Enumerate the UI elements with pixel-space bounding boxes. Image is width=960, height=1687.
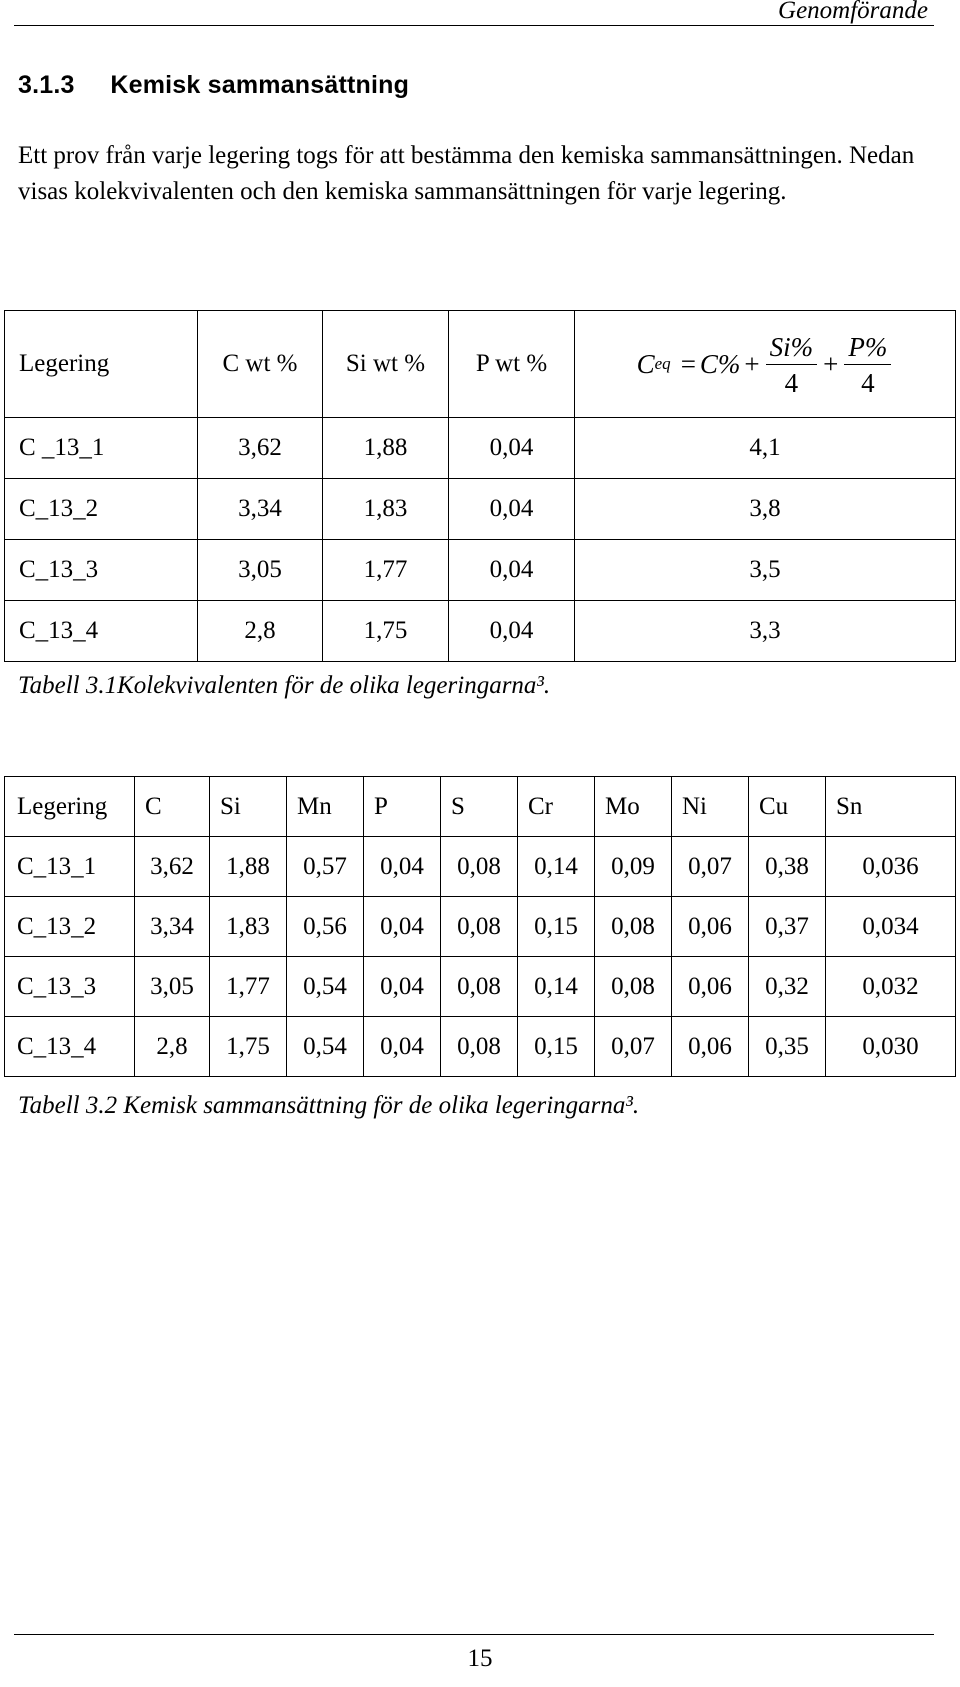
col-header: Si <box>210 777 287 837</box>
table-cell: 0,38 <box>749 837 826 897</box>
table-cell: 0,08 <box>595 897 672 957</box>
table-cell: 0,35 <box>749 1017 826 1077</box>
table-cell: 1,75 <box>323 601 449 662</box>
footer-divider <box>14 1634 934 1635</box>
table-cell: 0,15 <box>518 1017 595 1077</box>
table-cell: 3,8 <box>575 479 956 540</box>
carbon-equivalent-table <box>4 310 956 662</box>
table-cell: 0,32 <box>749 957 826 1017</box>
col-header: Mn <box>287 777 364 837</box>
page-number: 15 <box>467 1645 493 1672</box>
table-cell: 0,04 <box>449 418 575 479</box>
col-header: Legering <box>5 311 198 418</box>
table-cell: 3,62 <box>135 837 210 897</box>
formula-fraction-si <box>766 332 818 397</box>
table-cell: 1,77 <box>323 540 449 601</box>
table-row <box>5 418 956 479</box>
table-cell: 1,83 <box>210 897 287 957</box>
table-cell: 3,34 <box>135 897 210 957</box>
alloy-name: C_13_4 <box>5 1017 135 1077</box>
table-cell: 0,14 <box>518 837 595 897</box>
section-heading: 3.1.3 Kemisk sammansättning <box>18 71 410 99</box>
col-header: Ni <box>672 777 749 837</box>
table-cell: 0,15 <box>518 897 595 957</box>
col-header: Cu <box>749 777 826 837</box>
table-cell: 0,08 <box>441 897 518 957</box>
table-cell: 0,032 <box>826 957 956 1017</box>
table-row <box>5 1017 956 1077</box>
alloy-name: C_13_3 <box>5 540 198 601</box>
table-cell: 4,1 <box>575 418 956 479</box>
table-cell: 0,14 <box>518 957 595 1017</box>
carbon-equivalent-formula <box>637 332 894 397</box>
col-header: C wt % <box>198 311 323 418</box>
col-header: Sn <box>826 777 956 837</box>
table-row <box>5 837 956 897</box>
fraction-denominator: 4 <box>784 367 799 398</box>
table-cell: 0,030 <box>826 1017 956 1077</box>
col-header: Si wt % <box>323 311 449 418</box>
alloy-name: C_13_3 <box>5 957 135 1017</box>
table-header-row <box>5 777 956 837</box>
table-row <box>5 601 956 662</box>
table-cell: 3,5 <box>575 540 956 601</box>
alloy-name: C_13_2 <box>5 897 135 957</box>
table-cell: 0,04 <box>364 957 441 1017</box>
intro-paragraph: Ett prov från varje legering togs för att bestämma den kemiska sammansättningen. Nedan visas kolekvivalenten och den kemiska sammansättningen för varje legering. <box>18 142 915 205</box>
col-header: Mo <box>595 777 672 837</box>
formula-header <box>575 311 956 418</box>
table2-caption: Tabell 3.2 Kemisk sammansättning för de olika legeringarna³. <box>18 1092 640 1119</box>
formula-lhs-subscript: eq <box>654 354 671 373</box>
table-cell: 0,04 <box>449 479 575 540</box>
table-cell: 1,88 <box>210 837 287 897</box>
table-cell: 2,8 <box>135 1017 210 1077</box>
table-cell: 0,04 <box>364 837 441 897</box>
table-cell: 1,83 <box>323 479 449 540</box>
table-row <box>5 897 956 957</box>
table-cell: 0,06 <box>672 897 749 957</box>
table-cell: 0,56 <box>287 897 364 957</box>
table-cell: 3,34 <box>198 479 323 540</box>
table-cell: 1,88 <box>323 418 449 479</box>
table-cell: 0,04 <box>449 601 575 662</box>
table-row <box>5 479 956 540</box>
col-header: C <box>135 777 210 837</box>
table-cell: 3,3 <box>575 601 956 662</box>
formula-plus: + <box>823 348 839 379</box>
table-cell: 0,54 <box>287 1017 364 1077</box>
formula-term: C% <box>699 348 741 379</box>
table-cell: 0,034 <box>826 897 956 957</box>
table-cell: 0,07 <box>595 1017 672 1077</box>
alloy-name: C_13_1 <box>5 837 135 897</box>
table-cell: 0,06 <box>672 957 749 1017</box>
table-cell: 2,8 <box>198 601 323 662</box>
col-header: S <box>441 777 518 837</box>
formula-equals: = <box>680 348 696 379</box>
table-cell: 0,54 <box>287 957 364 1017</box>
formula-plus: + <box>744 348 760 379</box>
table-cell: 0,08 <box>441 1017 518 1077</box>
table-cell: 3,62 <box>198 418 323 479</box>
table-cell: 0,09 <box>595 837 672 897</box>
alloy-name: C_13_2 <box>5 479 198 540</box>
formula-fraction-p <box>844 332 891 397</box>
alloy-name: C_13_4 <box>5 601 198 662</box>
chapter-title: Genomförande <box>778 0 928 24</box>
table-cell: 0,08 <box>595 957 672 1017</box>
table-cell: 3,05 <box>198 540 323 601</box>
chemical-composition-table <box>4 776 956 1077</box>
table-header-row <box>5 311 956 418</box>
table-cell: 1,77 <box>210 957 287 1017</box>
formula-lhs: C <box>636 348 655 379</box>
fraction-denominator: 4 <box>861 367 875 398</box>
col-header: P wt % <box>449 311 575 418</box>
col-header: Legering <box>5 777 135 837</box>
table-cell: 0,036 <box>826 837 956 897</box>
alloy-name: C _13_1 <box>5 418 198 479</box>
col-header: P <box>364 777 441 837</box>
table1-caption: Tabell 3.1Kolekvivalenten för de olika legeringarna³. <box>18 672 551 699</box>
table-cell: 0,07 <box>672 837 749 897</box>
table-row <box>5 540 956 601</box>
table-cell: 0,37 <box>749 897 826 957</box>
page-header <box>14 0 934 26</box>
table-cell: 0,04 <box>364 1017 441 1077</box>
fraction-numerator: P% <box>844 332 891 365</box>
table-cell: 0,06 <box>672 1017 749 1077</box>
table-cell: 3,05 <box>135 957 210 1017</box>
table-cell: 0,04 <box>364 897 441 957</box>
table-row <box>5 957 956 1017</box>
fraction-numerator: Si% <box>766 332 818 365</box>
col-header: Cr <box>518 777 595 837</box>
table-cell: 0,57 <box>287 837 364 897</box>
table-cell: 0,04 <box>449 540 575 601</box>
table-cell: 0,08 <box>441 837 518 897</box>
table-cell: 1,75 <box>210 1017 287 1077</box>
table-cell: 0,08 <box>441 957 518 1017</box>
